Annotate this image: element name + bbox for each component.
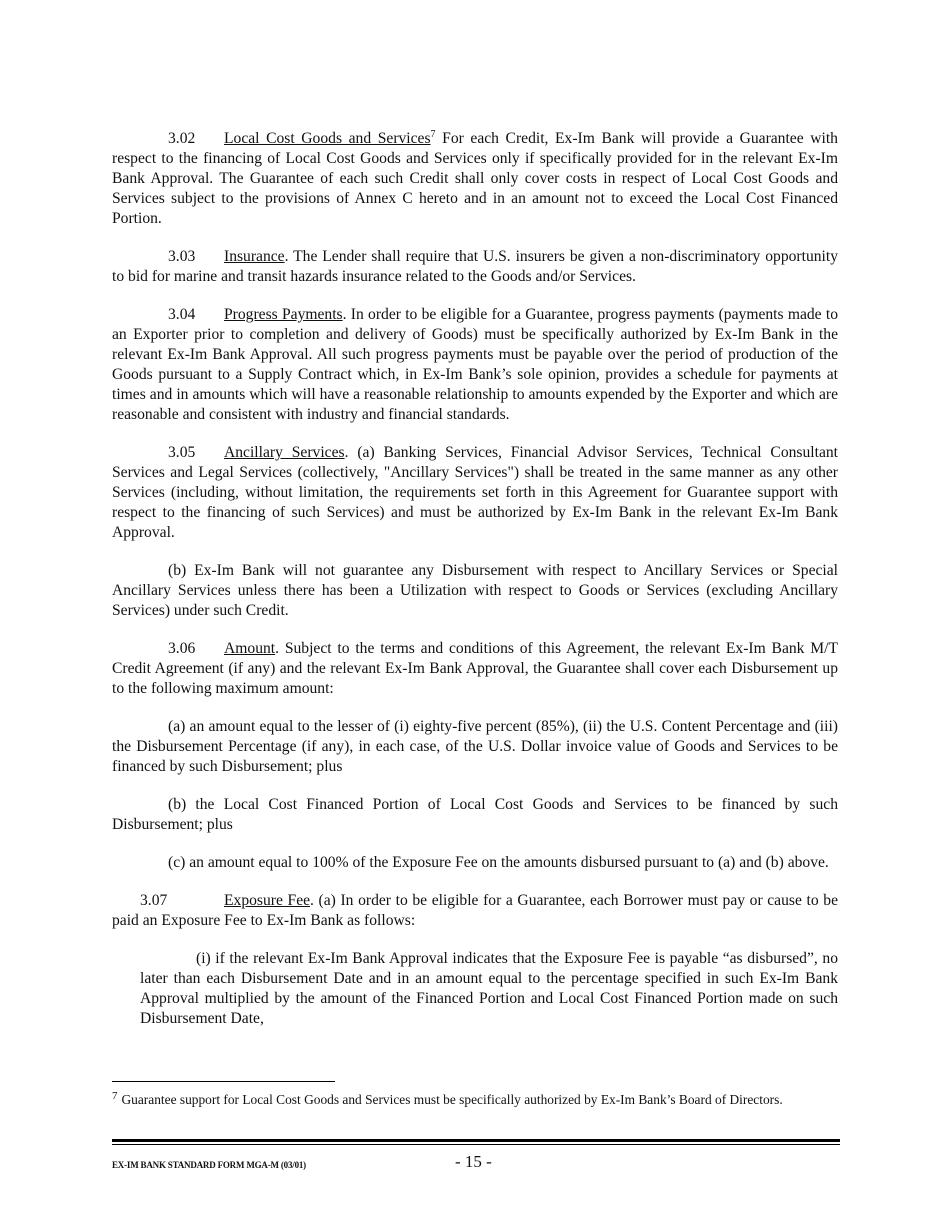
page-number: - 15 - bbox=[455, 1152, 492, 1171]
footnote-text: Guarantee support for Local Cost Goods and Services must be specifically authorized by Ex-Im Bank’s Board of Directors. bbox=[121, 1092, 783, 1107]
section-3-06 bbox=[112, 639, 838, 699]
section-3-06-a: (a) an amount equal to the lesser of (i) eighty-five percent (85%), (ii) the U.S. Content Percentage and (iii) the Disbursement Percentage (if any), in each case, of the U.S. Dollar invoice value of Goods and Services to be financed by such Disbursement; plus bbox=[112, 718, 838, 775]
section-text: . (a) In order to be eligible for a Guarantee, each Borrower must pay or cause to be paid an Exposure Fee to Ex-Im Bank as follows: bbox=[112, 892, 838, 929]
section-text: For each Credit, Ex-Im Bank will provide a Guarantee with respect to the financing of Local Cost Goods and Services only if specifically provided for in the relevant Ex-Im Bank Approval. The Guarantee of each such Credit shall only cover costs in respect of Local Cost Goods and Services subject to the provisions of Annex C hereto and in an amount not to exceed the Local Cost Financed Portion. bbox=[112, 130, 838, 227]
section-heading: Ancillary Services bbox=[224, 444, 345, 461]
footer-rule-thin bbox=[112, 1144, 840, 1145]
section-heading: Local Cost Goods and Services bbox=[224, 130, 431, 147]
section-text: . (a) Banking Services, Financial Advisor Services, Technical Consultant Services and Legal Services (collectively, "Ancillary Services") shall be treated in the same manner as any other Services (including, without limitation, the requirements set forth in this Agreement for Guarantee support with respect to the financing of such Services) and must be authorized by Ex-Im Bank in the relevant Ex-Im Bank Approval. bbox=[112, 444, 838, 541]
section-text: . In order to be eligible for a Guarantee, progress payments (payments made to an Exporter prior to completion and delivery of Goods) must be specifically authorized by Ex-Im Bank in the relevant Ex-Im Bank Approval. All such progress payments must be payable over the period of production of the Goods pursuant to a Supply Contract which, in Ex-Im Bank’s sole opinion, provides a schedule for payments at times and in amounts which will have a reasonable relationship to amounts expended by the Exporter and which are reasonable and consistent with industry and financial standards. bbox=[112, 306, 839, 423]
section-number: 3.04 bbox=[168, 306, 196, 323]
section-3-04 bbox=[112, 305, 838, 425]
section-number: 3.02 bbox=[168, 130, 196, 147]
footnote-number: 7 bbox=[112, 1089, 118, 1102]
section-3-07-i: (i) if the relevant Ex-Im Bank Approval indicates that the Exposure Fee is payable “as disbursed”, no later than each Disbursement Date and in an amount equal to the percentage specified in such Ex-Im Bank Approval multiplied by the amount of the Financed Portion and Local Cost Financed Portion made on such Disbursement Date, bbox=[140, 950, 838, 1027]
section-number: 3.07 bbox=[140, 892, 168, 909]
section-heading: Progress Payments bbox=[224, 306, 343, 323]
section-text: . Subject to the terms and conditions of this Agreement, the relevant Ex-Im Bank M/T Credit Agreement (if any) and the relevant Ex-Im Bank Approval, the Guarantee shall cover each Disbursement up to the following maximum amount: bbox=[112, 640, 838, 697]
section-3-07 bbox=[112, 891, 838, 931]
section-3-03 bbox=[112, 247, 838, 287]
section-number: 3.03 bbox=[168, 248, 196, 265]
section-number: 3.06 bbox=[168, 640, 196, 657]
document-body bbox=[112, 129, 838, 1029]
section-number: 3.05 bbox=[168, 444, 196, 461]
section-heading: Insurance bbox=[224, 248, 285, 265]
section-3-05 bbox=[112, 443, 838, 543]
section-heading: Exposure Fee bbox=[224, 892, 311, 909]
section-3-06-c: (c) an amount equal to 100% of the Exposure Fee on the amounts disbursed pursuant to (a) and (b) above. bbox=[168, 854, 829, 871]
section-heading: Amount bbox=[224, 640, 276, 657]
footer-rule-thick bbox=[112, 1139, 840, 1142]
footnote-divider bbox=[112, 1081, 335, 1082]
footnote-reference: 7 bbox=[430, 128, 436, 140]
section-3-05-b: (b) Ex-Im Bank will not guarantee any Disbursement with respect to Ancillary Services or Special Ancillary Services unless there has been a Utilization with respect to Goods or Services (excluding Ancillary Services) under such Credit. bbox=[112, 562, 838, 619]
section-3-02 bbox=[112, 129, 838, 229]
section-3-06-b: (b) the Local Cost Financed Portion of Local Cost Goods and Services to be financed by such Disbursement; plus bbox=[112, 796, 838, 833]
footnote bbox=[112, 1091, 838, 1109]
form-name: EX-IM BANK STANDARD FORM MGA-M (03/01) bbox=[112, 1160, 306, 1170]
section-text: . The Lender shall require that U.S. insurers be given a non-discriminatory opportunity to bid for marine and transit hazards insurance related to the Goods and/or Services. bbox=[112, 248, 838, 285]
